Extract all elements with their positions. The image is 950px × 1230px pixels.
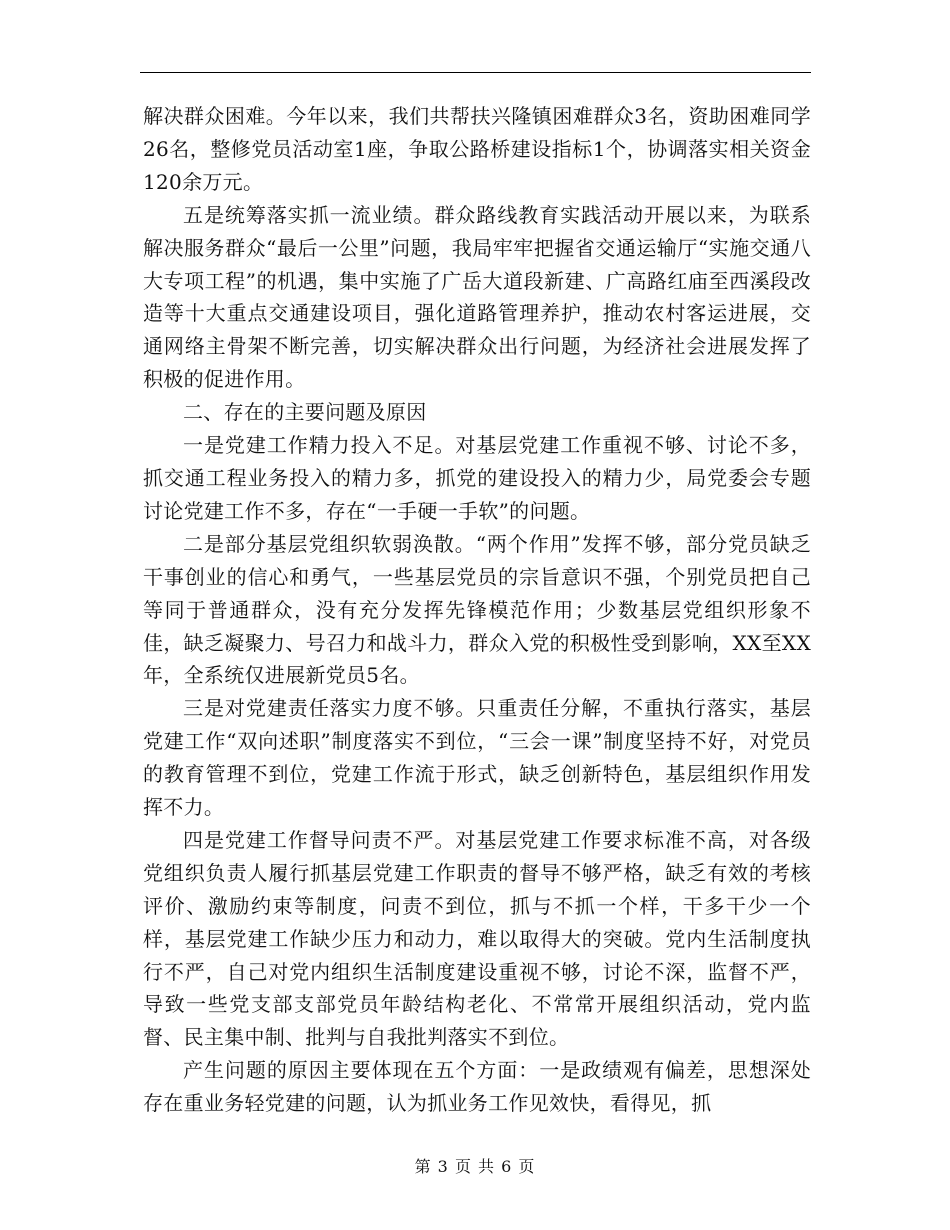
paragraph-problem-four: 四是党建工作督导问责不严。对基层党建工作要求标准不高，对各级党组织负责人履行抓基层党建工作职责的督导不够严格，缺乏有效的考核评价、激励约束等制度，问责不到位，抓与不抓一个样，干多干少一个样，基层党建工作缺少压力和动力，难以取得大的突破。党内生活制度执行不严，自己对党内组织生活制度建设重视不够，讨论不深，监督不严，导致一些党支部支部党员年龄结构老化、不常常开展组织活动，党内监督、民主集中制、批判与自我批判落实不到位。 <box>143 827 811 1050</box>
paragraph-continuation: 解决群众困难。今年以来，我们共帮扶兴隆镇困难群众3名，资助困难同学26名，整修党员活动室1座，争取公路桥建设指标1个，协调落实相关资金120余万元。 <box>143 104 811 194</box>
header-rule <box>140 72 811 73</box>
paragraph-problem-two: 二是部分基层党组织软弱涣散。“两个作用”发挥不够，部分党员缺乏干事创业的信心和勇气，一些基层党员的宗旨意识不强，个别党员把自己等同于普通群众，没有充分发挥先锋模范作用；少数基层党组织形象不佳，缺乏凝聚力、号召力和战斗力，群众入党的积极性受到影响，XX至XX年，全系统仅进展新党员5名。 <box>143 531 811 688</box>
page-footer: 第 3 页 共 6 页 <box>414 1157 536 1176</box>
paragraph-problem-one: 一是党建工作精力投入不足。对基层党建工作重视不够、讨论不多，抓交通工程业务投入的精力多，抓党的建设投入的精力少，局党委会专题讨论党建工作不多，存在“一手硬一手软”的问题。 <box>143 433 811 523</box>
section-heading: 二、存在的主要问题及原因 <box>183 400 427 425</box>
paragraph-point-five: 五是统筹落实抓一流业绩。群众路线教育实践活动开展以来，为联系解决服务群众“最后一公里”问题，我局牢牢把握省交通运输厅“实施交通八大专项工程”的机遇，集中实施了广岳大道段新建、广高路红庙至西溪段改造等十大重点交通建设项目，强化道路管理养护，推动农村客运进展，交通网络主骨架不断完善，切实解决群众出行问题，为经济社会进展发挥了积极的促进作用。 <box>143 202 811 392</box>
paragraph-causes: 产生问题的原因主要体现在五个方面：一是政绩观有偏差，思想深处存在重业务轻党建的问题，认为抓业务工作见效快，看得见，抓 <box>143 1058 811 1116</box>
paragraph-problem-three: 三是对党建责任落实力度不够。只重责任分解，不重执行落实，基层党建工作“双向述职”制度落实不到位，“三会一课”制度坚持不好，对党员的教育管理不到位，党建工作流于形式，缺乏创新特色，基层组织作用发挥不力。 <box>143 696 811 820</box>
document-body <box>143 100 811 1120</box>
